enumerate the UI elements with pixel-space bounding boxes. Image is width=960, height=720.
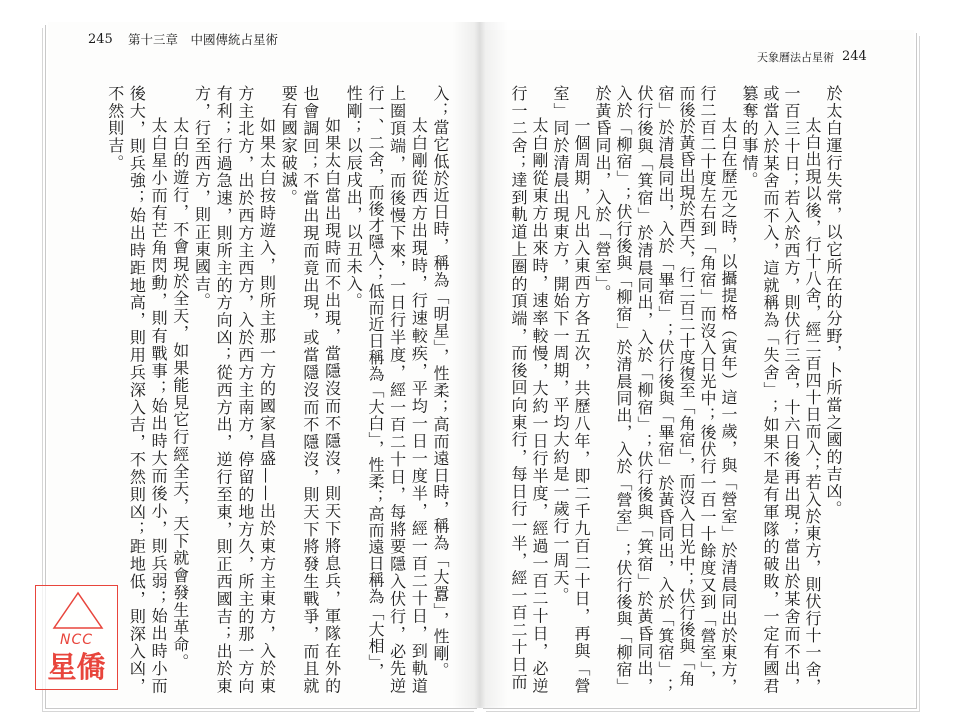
triangle-icon (36, 586, 119, 636)
text-column: 不然則吉。 (105, 85, 125, 172)
text-column: 入於「柳宿」；伏行後與「柳宿」於清晨同出，入於「營室」；伏行後與「柳宿」 (614, 85, 633, 695)
watermark-logo (35, 585, 118, 690)
text-column: 如果太白當出現時而不出現，當隱沒而不隱沒，則天下將息兵，軍隊在外的 (322, 117, 342, 695)
book-gutter (452, 22, 508, 708)
text-column: 要有國家破滅。 (279, 85, 299, 207)
page-number: 244 (842, 49, 867, 64)
paragraph (278, 85, 343, 695)
text-column: 後大，則兵強；始出時距地高，則用兵深入吉，不然則凶；距地低，則深入凶， (127, 85, 147, 695)
paragraph (550, 85, 592, 695)
paragraph (429, 85, 451, 695)
paragraph (169, 85, 191, 695)
text-column: 方，行至西方，則正東國吉。 (192, 85, 212, 310)
text-column: 行一、二舍，而後才隱入；低而近日稱為「大白」，性柔；高而遠日稱為「大相」， (365, 85, 385, 679)
text-column: 於太白運行失常，以它所在的分野，卜所當之國的吉凶。 (824, 85, 843, 518)
text-column: 如果太白按時遊入，則所主那一方的國家昌盛——出於東方主東方，入於東 (257, 117, 277, 695)
text-column: 行二百二十度左右到「角宿」而沒入日光中；後伏行一百一十餘度又到「營室」， (698, 85, 717, 687)
text-column: 一個周期，凡出入東西方各五次，共歷八年，即二千九百二十日，再與「營 (572, 117, 591, 695)
text-column: 或當入於某舍而不入，這就稱為「失舍」；如果不是有軍隊的破敗，一定有國君 (761, 85, 780, 695)
text-column: 太白在歷元之時，以攝提格（寅年）這一歲，與「營室」於清晨同出於東方， (719, 117, 738, 695)
text-column: 太白星小而有芒角閃動，則有戰事；始出時大而後小，則兵弱；始出時小而 (149, 117, 169, 695)
text-column: 太白的遊行，不會現於全天，如果能見它行經全天，天下就會發生革命。 (170, 117, 190, 671)
text-column: 篡奪的事情。 (740, 85, 759, 189)
paragraph (508, 85, 550, 695)
text-column: 也會調回；不當出現而竟出現，或當隱沒而不隱沒，則天下將發生戰爭，而且就 (300, 85, 320, 695)
text-block-left (103, 85, 451, 695)
paragraph (191, 85, 278, 695)
page-number: 245 (88, 32, 113, 47)
text-column: 行一二舍；達到軌道上圈的頂端，而後回向東行，每日行一半，經一百二十日而 (509, 85, 528, 691)
text-column: 於黃昏同出，入於「營室」。 (593, 85, 612, 302)
text-column: 而後於黃昏出現於西天，行二百二十度復至「角宿」，而沒入日光中；伏行後與「角 (677, 85, 696, 687)
paragraph (592, 85, 739, 695)
text-column: 伏行後與「箕宿」於清晨同出，入於「柳宿」；伏行後與「箕宿」於黃昏同出， (635, 85, 654, 695)
logo-name: 星僑 (47, 650, 106, 684)
running-head: 天象曆法占星術 (757, 51, 834, 64)
text-column: 一百三十日；若入於西方，則伏行三舍，十六日後再出現；當出於某舍而不出， (782, 85, 801, 695)
text-column: 室」同於清晨出現東方，開始下一周期，平均大約是一歲行一周天。 (551, 85, 570, 604)
text-column: 方主北方，出於西方主西方，入於西方主南方，停留的地方久，所主的那一方向 (235, 85, 255, 695)
text-column: 太白剛從東方出來時，速率較慢，大約一日行半度，經過一百二十日，必逆 (530, 117, 549, 695)
paragraph (343, 85, 430, 695)
text-column: 太白剛從西方出現時，行速較疾，平均一日一度半，經一百二十日，到軌道 (409, 117, 429, 695)
text-column: 有利；行過急速，則所主的方向凶；從西方出，逆行至東，則正西國吉；出於東 (214, 85, 234, 695)
paragraph (823, 85, 844, 695)
paragraph (739, 85, 823, 695)
logo-abbr: NCC (59, 632, 94, 648)
text-column: 宿」於清晨同出，入於「畢宿」；伏行後與「畢宿」於黃昏同出，入於「箕宿」； (656, 85, 675, 695)
running-head: 第十三章 中國傳統占星術 (128, 32, 279, 47)
text-column: 太白出現以後，行十八舍，經二百四十日而入；若入於東方，則伏行十一舍， (803, 117, 822, 695)
text-column: 性剛；以辰戌出，以丑未入。 (344, 85, 364, 310)
text-column: 上圈頂端，而後慢下來，一日行半度，經一百二十日，每將要隱入伏行，必先逆 (387, 85, 407, 695)
text-column: 入；當它低於近日時，稱為「明星」，性柔；高而遠日時，稱為「大囂」，性剛。 (431, 85, 450, 679)
text-block-right (507, 85, 844, 695)
